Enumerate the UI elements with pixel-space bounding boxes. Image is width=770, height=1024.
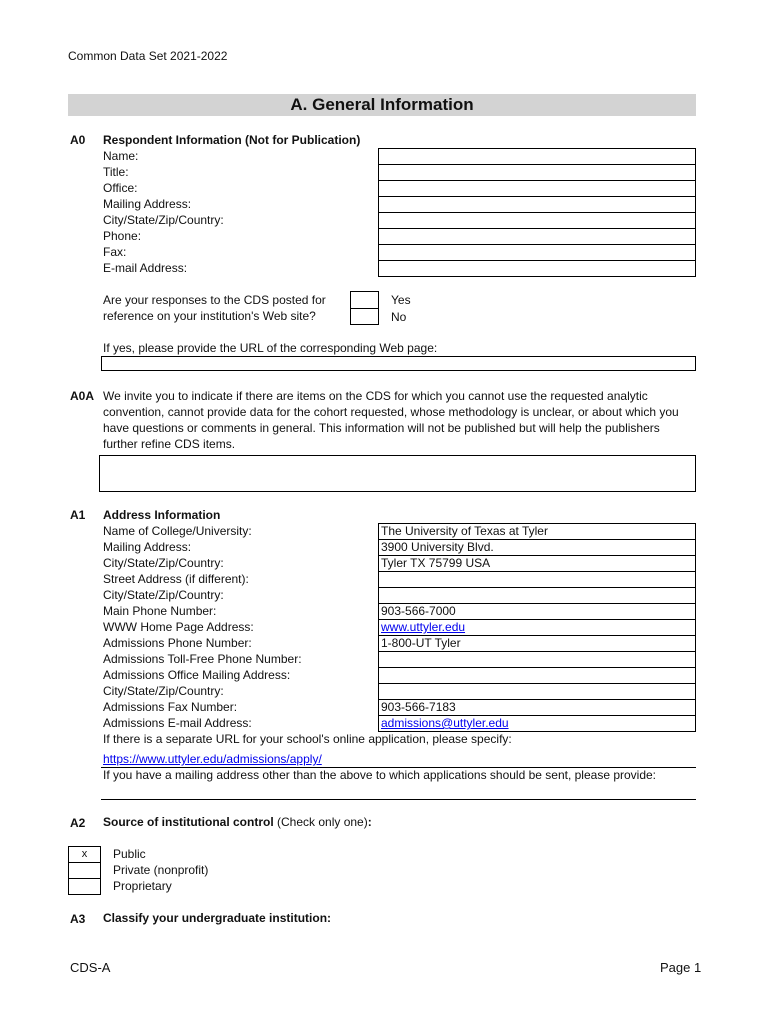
a1-code: A1 [70, 508, 86, 522]
a0a-comments-input[interactable] [99, 455, 696, 492]
a1-row-label: Street Address (if different): [103, 572, 249, 586]
url-prompt: If yes, please provide the URL of the corresponding Web page: [103, 341, 438, 355]
a0-field-input[interactable] [378, 180, 696, 196]
a1-row-value-cell[interactable] [378, 635, 696, 651]
a1-row-label: Admissions Fax Number: [103, 700, 238, 714]
online-app-url-link[interactable]: https://www.uttyler.edu/admissions/apply/ [103, 752, 322, 766]
a0-field-label: Phone: [103, 229, 142, 243]
a1-row-value-cell[interactable] [378, 619, 696, 635]
a0a-code: A0A [70, 389, 95, 403]
a1-row-label: Admissions Phone Number: [103, 636, 252, 650]
section-banner [68, 94, 696, 116]
a2-code: A2 [70, 816, 86, 830]
a2-option-checkbox[interactable] [68, 878, 101, 895]
a1-row-value-cell[interactable] [378, 555, 696, 571]
a0-field-label: E-mail Address: [103, 261, 188, 275]
a1-row-label: Admissions Office Mailing Address: [103, 668, 291, 682]
a3-code: A3 [70, 912, 86, 926]
a1-row-label: Admissions Toll-Free Phone Number: [103, 652, 302, 666]
a1-row-value-cell[interactable] [378, 651, 696, 667]
a1-row-label: Name of College/University: [103, 524, 252, 538]
a1-row-label: Admissions E-mail Address: [103, 716, 252, 730]
a1-row-value-cell[interactable] [378, 571, 696, 587]
a2-option-checkbox[interactable] [68, 862, 101, 879]
a0-field-input[interactable] [378, 260, 696, 277]
a1-row-value-cell[interactable] [378, 523, 696, 539]
a1-row-value: 903-566-7000 [381, 604, 456, 618]
a0-field-input[interactable] [378, 228, 696, 244]
a1-row-label: City/State/Zip/Country: [103, 588, 224, 602]
a1-row-value: 3900 University Blvd. [381, 540, 494, 554]
a0-field-input[interactable] [378, 164, 696, 180]
a2-option-mark: x [81, 848, 88, 860]
a1-row-value-cell[interactable] [378, 667, 696, 683]
no-label: No [391, 310, 407, 324]
a1-row-value: 903-566-7183 [381, 700, 456, 714]
a2-option-label: Private (nonprofit) [113, 863, 209, 877]
cds-url-input[interactable] [101, 356, 696, 371]
a1-row-value-link[interactable]: admissions@uttyler.edu [381, 716, 509, 730]
a1-heading: Address Information [103, 508, 221, 522]
a1-row-value-cell[interactable] [378, 539, 696, 555]
no-checkbox[interactable] [350, 308, 379, 325]
a1-row-label: Main Phone Number: [103, 604, 217, 618]
a1-row-value: Tyler TX 75799 USA [381, 556, 491, 570]
a1-row-value-link[interactable]: www.uttyler.edu [381, 620, 466, 634]
a0-field-input[interactable] [378, 196, 696, 212]
a0-heading: Respondent Information (Not for Publication) [103, 133, 361, 147]
a1-row-label: WWW Home Page Address: [103, 620, 254, 634]
document-header-title: Common Data Set 2021-2022 [68, 49, 228, 63]
a0-field-input[interactable] [378, 212, 696, 228]
a1-row-value-cell[interactable] [378, 715, 696, 732]
a0-field-label: Name: [103, 149, 139, 163]
a2-option-label: Proprietary [113, 879, 172, 893]
a2-heading-bold: Source of institutional control [103, 815, 274, 829]
a1-row-label: City/State/Zip/Country: [103, 556, 224, 570]
a1-row-value-cell[interactable] [378, 683, 696, 699]
a2-heading-colon: : [367, 815, 372, 829]
mailing-prompt: If you have a mailing address other than the above to which applications should be sent, please provide: [103, 768, 657, 782]
a1-row-label: City/State/Zip/Country: [103, 684, 224, 698]
a1-row-value-cell[interactable] [378, 699, 696, 715]
a0-code: A0 [70, 133, 86, 147]
a1-row-value-cell[interactable] [378, 603, 696, 619]
a0a-text: We invite you to indicate if there are items on the CDS for which you cannot use the requested analytic convention, cannot provide data for the cohort requested, whose methodology is unclear, or about which you have questions or comments in general. This information will not be published but will help the publishers further refine CDS items. [103, 389, 679, 451]
online-app-prompt: If there is a separate URL for your school's online application, please specify: [103, 732, 512, 746]
a1-row-value: The University of Texas at Tyler [381, 524, 548, 538]
footer-page-number: Page 1 [660, 960, 702, 975]
a2-heading [103, 814, 372, 830]
mailing-address-input-line[interactable] [101, 799, 696, 800]
a1-row-value: 1-800-UT Tyler [381, 636, 461, 650]
posted-question-line1: Are your responses to the CDS posted for [103, 293, 326, 307]
a0-field-input[interactable] [378, 148, 696, 164]
a1-row-label: Mailing Address: [103, 540, 192, 554]
section-title: A. General Information [290, 95, 474, 114]
a2-heading-note: (Check only one) [273, 815, 368, 829]
posted-question-line2: reference on your institution's Web site? [103, 309, 316, 323]
a2-option-checkbox[interactable] [68, 846, 101, 863]
yes-checkbox[interactable] [350, 291, 379, 309]
yes-label: Yes [391, 293, 411, 307]
a0-field-input[interactable] [378, 244, 696, 260]
footer-left: CDS-A [70, 960, 111, 975]
a1-row-value-cell[interactable] [378, 587, 696, 603]
a0-field-label: Fax: [103, 245, 127, 259]
a3-heading: Classify your undergraduate institution: [103, 911, 332, 925]
a2-option-label: Public [113, 847, 146, 861]
a0-field-label: Title: [103, 165, 129, 179]
a0-field-label: Office: [103, 181, 138, 195]
a0-field-label: City/State/Zip/Country: [103, 213, 224, 227]
a0-field-label: Mailing Address: [103, 197, 192, 211]
